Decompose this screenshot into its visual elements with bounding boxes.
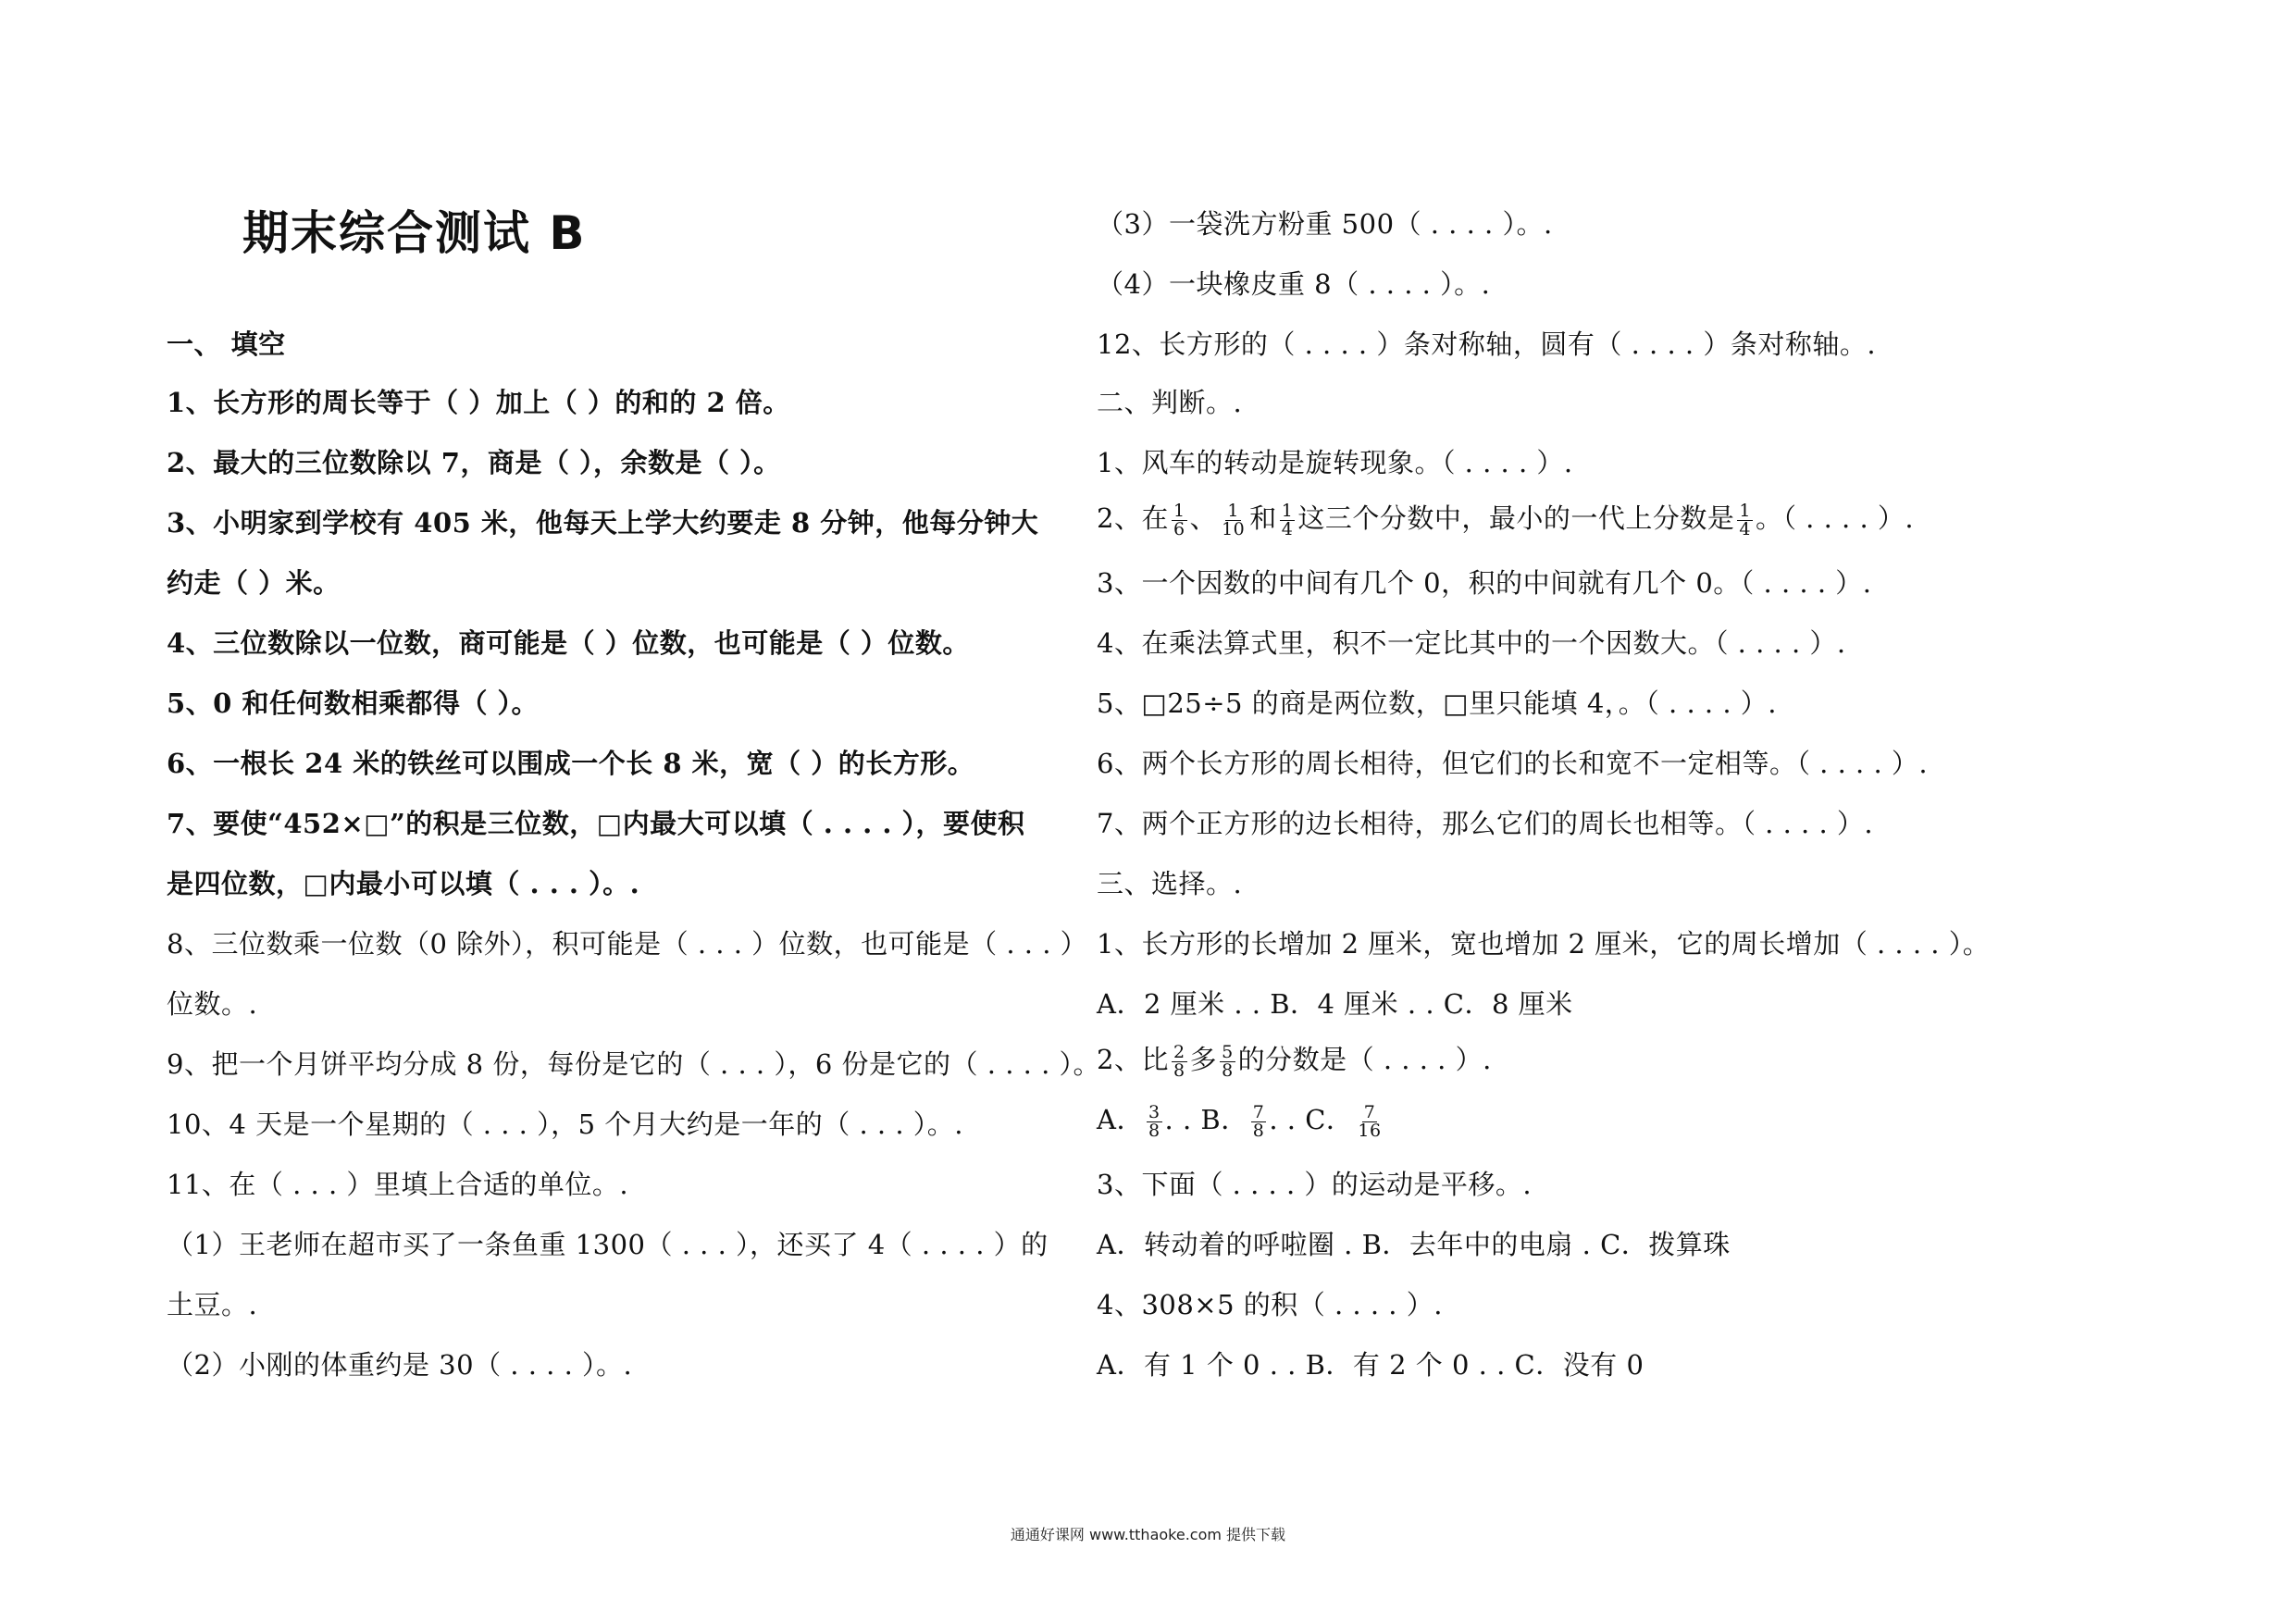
numerator: 1 bbox=[1227, 500, 1239, 521]
question-line: （1）王老师在超市买了一条鱼重 1300（ . . . ），还买了 4（ . . . . ）的 bbox=[167, 1229, 1049, 1260]
fraction-question-line bbox=[1097, 500, 1914, 539]
denominator: 8 bbox=[1148, 1120, 1160, 1141]
fraction bbox=[1251, 1101, 1267, 1141]
fraction bbox=[1280, 502, 1296, 539]
text-segment: 多 bbox=[1189, 1044, 1218, 1075]
text-segment: 这三个分数中，最小的一代上分数是 bbox=[1297, 502, 1735, 534]
question-line: 4、308×5 的积（ . . . . ）. bbox=[1097, 1289, 1443, 1320]
question-line: 位数。. bbox=[167, 988, 258, 1020]
section-judge-heading: 二、判断。. bbox=[1097, 387, 1243, 418]
question-line: （2）小刚的体重约是 30（ . . . . ）。. bbox=[167, 1349, 633, 1381]
fraction bbox=[1356, 1101, 1383, 1141]
numerator: 1 bbox=[1281, 500, 1294, 521]
text-segment: 2、比 bbox=[1097, 1044, 1169, 1075]
question-line: 7、两个正方形的边长相待，那么它们的周长也相等。（ . . . . ）. bbox=[1097, 808, 1874, 839]
fraction-question-line bbox=[1097, 1041, 1492, 1080]
numerator: 5 bbox=[1222, 1041, 1234, 1062]
question-line: 3、一个因数的中间有几个 0，积的中间就有几个 0。（ . . . . ）. bbox=[1097, 567, 1872, 599]
question-line: 12、长方形的（ . . . . ）条对称轴，圆有（ . . . . ）条对称轴。. bbox=[1097, 328, 1877, 360]
question-line: 8、三位数乘一位数（0 除外），积可能是（ . . . ）位数，也可能是（ . . . ） bbox=[167, 928, 1088, 960]
options-line: A．2 厘米 . . B．4 厘米 . . C．8 厘米 bbox=[1097, 988, 1573, 1020]
denominator: 10 bbox=[1222, 518, 1246, 539]
question-line: 约走（ ）米。 bbox=[167, 567, 341, 599]
question-line: 5、□25÷5 的商是两位数，□里只能填 4，。（ . . . . ）. bbox=[1097, 688, 1777, 719]
numerator: 2 bbox=[1173, 1041, 1185, 1062]
fraction bbox=[1147, 1101, 1162, 1141]
question-line: 1、风车的转动是旋转现象。（ . . . . ）. bbox=[1097, 447, 1573, 478]
footer-credit: 通通好课网 www.tthaoke.com 提供下载 bbox=[1010, 1526, 1286, 1543]
fraction-options-line bbox=[1097, 1101, 1386, 1140]
page-title: 期末综合测试 B bbox=[242, 206, 587, 260]
text-segment: 的分数是（ . . . . ）. bbox=[1237, 1044, 1492, 1075]
options-line: A．有 1 个 0 . . B．有 2 个 0 . . C．没有 0 bbox=[1097, 1349, 1644, 1381]
fraction bbox=[1220, 502, 1247, 539]
section-fill-heading: 一、 填空 bbox=[167, 328, 286, 360]
text-segment: 、 bbox=[1189, 502, 1218, 534]
fraction bbox=[1172, 502, 1187, 539]
question-line: 6、两个长方形的周长相待，但它们的长和宽不一定相等。（ . . . . ）. bbox=[1097, 748, 1929, 779]
denominator: 8 bbox=[1252, 1120, 1265, 1141]
question-line: 4、三位数除以一位数，商可能是（ ）位数，也可能是（ ）位数。 bbox=[167, 627, 970, 659]
question-line: （3）一袋洗方粉重 500（ . . . . ）。. bbox=[1097, 208, 1553, 240]
denominator: 6 bbox=[1173, 518, 1185, 539]
question-line: 3、下面（ . . . . ）的运动是平移。. bbox=[1097, 1169, 1533, 1200]
numerator: 1 bbox=[1173, 500, 1185, 521]
question-line: 是四位数，□内最小可以填（ . . . ）。. bbox=[167, 868, 640, 899]
denominator: 8 bbox=[1222, 1059, 1234, 1081]
numerator: 3 bbox=[1148, 1101, 1160, 1122]
option-label: . . B． bbox=[1164, 1104, 1248, 1135]
text-segment: 2、在 bbox=[1097, 502, 1169, 534]
question-line: 1、长方形的周长等于（ ）加上（ ）的和的 2 倍。 bbox=[167, 387, 790, 418]
text-segment: 。（ . . . . ）. bbox=[1755, 502, 1915, 534]
denominator: 8 bbox=[1173, 1059, 1185, 1081]
numerator: 7 bbox=[1363, 1101, 1376, 1122]
numerator: 1 bbox=[1739, 500, 1751, 521]
question-line: 土豆。. bbox=[167, 1289, 258, 1320]
question-line: 7、要使“452×□”的积是三位数，□内最大可以填（ . . . . ），要使积 bbox=[167, 808, 1025, 839]
fraction bbox=[1172, 1041, 1187, 1081]
denominator: 16 bbox=[1358, 1120, 1382, 1141]
denominator: 4 bbox=[1281, 518, 1294, 539]
section-choice-heading: 三、选择。. bbox=[1097, 868, 1243, 899]
question-line: 6、一根长 24 米的铁丝可以围成一个长 8 米，宽（ ）的长方形。 bbox=[167, 748, 975, 779]
question-line: 11、在（ . . . ）里填上合适的单位。. bbox=[167, 1169, 629, 1200]
question-line: 2、最大的三位数除以 7，商是（ ），余数是（ ）。 bbox=[167, 447, 781, 478]
question-line: 1、长方形的长增加 2 厘米，宽也增加 2 厘米，它的周长增加（ . . . . ）。 bbox=[1097, 928, 1991, 960]
options-line: A．转动着的呼啦圈 . B．去年中的电扇 . C．拨算珠 bbox=[1097, 1229, 1731, 1260]
question-line: 5、0 和任何数相乘都得（ ）。 bbox=[167, 688, 540, 719]
question-line: 3、小明家到学校有 405 米，他每天上学大约要走 8 分钟，他每分钟大 bbox=[167, 507, 1039, 539]
numerator: 7 bbox=[1252, 1101, 1265, 1122]
question-line: 9、把一个月饼平均分成 8 份，每份是它的（ . . . ），6 份是它的（ . . . . ）。 bbox=[167, 1048, 1101, 1080]
text-segment: 和 bbox=[1249, 502, 1277, 534]
question-line: 4、在乘法算式里，积不一定比其中的一个因数大。（ . . . . ）. bbox=[1097, 627, 1846, 659]
option-label: A． bbox=[1097, 1104, 1144, 1135]
question-line: 10、4 天是一个星期的（ . . . ），5 个月大约是一年的（ . . . ）。. bbox=[167, 1109, 964, 1140]
denominator: 4 bbox=[1739, 518, 1751, 539]
option-label: . . C． bbox=[1269, 1104, 1354, 1135]
question-line: （4）一块橡皮重 8（ . . . . ）。. bbox=[1097, 268, 1491, 300]
fraction bbox=[1737, 502, 1753, 539]
fraction bbox=[1220, 1041, 1235, 1081]
